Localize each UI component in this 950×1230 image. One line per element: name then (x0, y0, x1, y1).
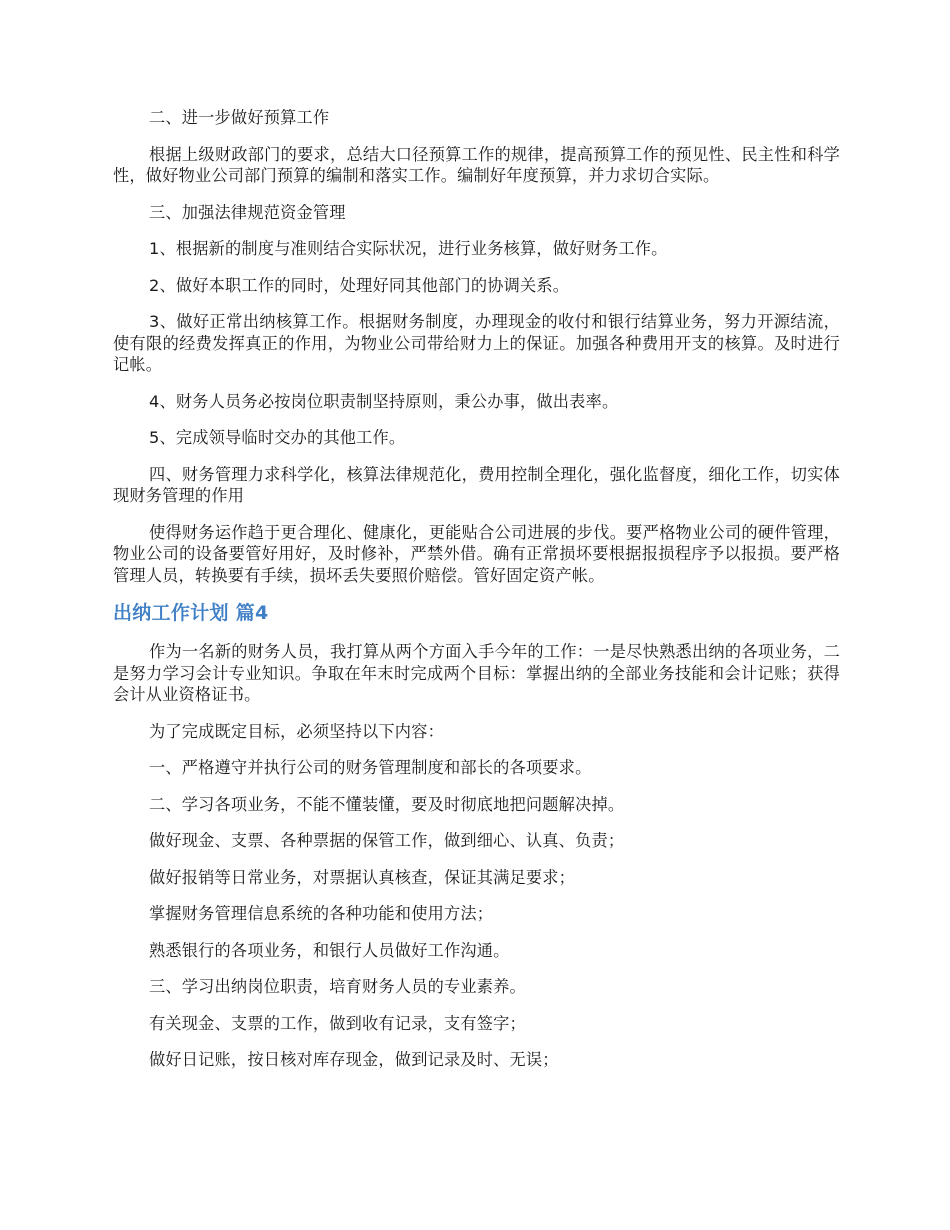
list-item: 4、财务人员务必按岗位职责制坚持原则，秉公办事，做出表率。 (149, 391, 619, 411)
section-title: 二、进一步做好预算工作 (149, 108, 330, 127)
list-item: 做好日记账，按日核对库存现金，做到记录及时、无误； (149, 1050, 559, 1069)
list-item: 2、做好本职工作的同时，处理好同其他部门的协调关系。 (149, 275, 570, 295)
list-item: 三、学习出纳岗位职责，培育财务人员的专业素养。 (149, 977, 526, 996)
list-item: 3、做好正常出纳核算工作。根据财务制度，办理现金的收付和银行结算业务，努力开源结流，使有限的经费发挥真正的作用，为物业公司带给财力上的保证。加强各种费用开支的核算。及时进行记帐。 (113, 312, 840, 374)
list-item: 5、完成领导临时交办的其他工作。 (149, 428, 406, 447)
list-item: 做好现金、支票、各种票据的保管工作，做到细心、认真、负责； (149, 831, 625, 850)
article-heading: 出纳工作计划 篇4 (113, 602, 269, 624)
list-item: 做好报销等日常业务，对票据认真核查，保证其满足要求； (149, 867, 576, 887)
paragraph: 为了完成既定目标，必须坚持以下内容： (149, 721, 444, 741)
list-item: 一、严格遵守并执行公司的财务管理制度和部长的各项要求。 (149, 758, 592, 777)
document-page (113, 107, 840, 1086)
section-title: 三、加强法律规范资金管理 (149, 202, 346, 222)
list-item: 二、学习各项业务，不能不懂装懂，要及时彻底地把问题解决掉。 (149, 794, 625, 814)
list-item: 熟悉银行的各项业务，和银行人员做好工作沟通。 (149, 940, 510, 960)
list-item: 掌握财务管理信息系统的各种功能和使用方法； (149, 904, 494, 923)
list-item: 有关现金、支票的工作，做到收有记录，支有签字； (149, 1013, 526, 1033)
section-title: 四、财务管理力求科学化，核算法律规范化，费用控制全理化，强化监督度，细化工作，切实体现财务管理的作用 (113, 464, 840, 505)
paragraph: 作为一名新的财务人员，我打算从两个方面入手今年的工作：一是尽快熟悉出纳的各项业务，二是努力学习会计专业知识。争取在年末时完成两个目标：掌握出纳的全部业务技能和会计记账；获得会计从业资格证书。 (113, 642, 840, 704)
paragraph: 使得财务运作趋于更合理化、健康化，更能贴合公司进展的步伐。要严格物业公司的硬件管理，物业公司的设备要管好用好，及时修补，严禁外借。确有正常损坏要根据报损程序予以报损。要严格管理人员，转换要有手续，损坏丢失要照价赔偿。管好固定资产帐。 (113, 522, 840, 585)
list-item: 1、根据新的制度与准则结合实际状况，进行业务核算，做好财务工作。 (149, 239, 668, 258)
paragraph: 根据上级财政部门的要求，总结大口径预算工作的规律，提高预算工作的预见性、民主性和科学性，做好物业公司部门预算的编制和落实工作。编制好年度预算，并力求切合实际。 (113, 144, 840, 185)
